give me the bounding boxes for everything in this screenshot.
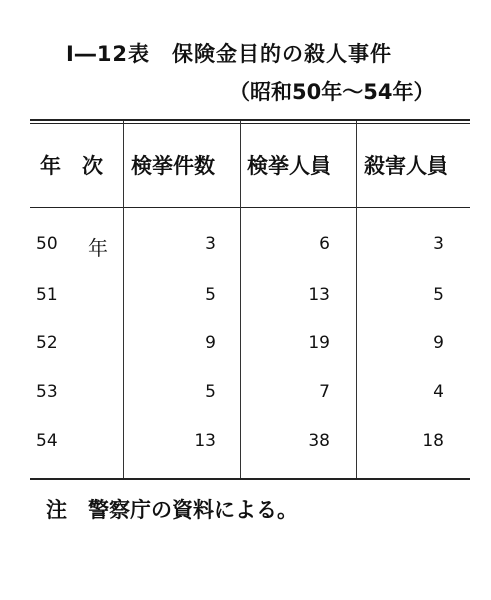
header-killed: 殺害人員 — [364, 154, 448, 178]
year-suffix: 年 — [88, 236, 108, 260]
year-cell: 52 — [36, 333, 58, 353]
arrested-cell: 19 — [308, 333, 330, 353]
bottom-rule — [30, 478, 470, 480]
year-cell: 51 — [36, 285, 58, 305]
cases-cell: 9 — [205, 333, 216, 353]
arrested-cell: 38 — [308, 431, 330, 451]
header-arrested: 検挙人員 — [247, 154, 331, 178]
year-cell: 53 — [36, 382, 58, 402]
table-title: Ⅰ―12表 保険金目的の殺人事件 — [66, 42, 393, 66]
killed-cell: 9 — [433, 333, 444, 353]
cases-cell: 5 — [205, 285, 216, 305]
cases-cell: 5 — [205, 382, 216, 402]
header-rule — [30, 207, 470, 208]
top-rule — [30, 119, 470, 121]
arrested-cell: 13 — [308, 285, 330, 305]
cases-cell: 13 — [194, 431, 216, 451]
header-year: 年 次 — [40, 154, 103, 178]
column-divider-3 — [356, 121, 357, 478]
arrested-cell: 7 — [319, 382, 330, 402]
killed-cell: 4 — [433, 382, 444, 402]
column-divider-2 — [240, 121, 241, 478]
table-subtitle: （昭和50年～54年） — [229, 80, 435, 104]
header-cases: 検挙件数 — [131, 154, 215, 178]
killed-cell: 3 — [433, 234, 444, 254]
arrested-cell: 6 — [319, 234, 330, 254]
year-cell: 50 — [36, 234, 58, 254]
top-rule-inner — [30, 123, 470, 124]
column-divider-1 — [123, 121, 124, 478]
killed-cell: 5 — [433, 285, 444, 305]
killed-cell: 18 — [422, 431, 444, 451]
year-cell: 54 — [36, 431, 58, 451]
source-note: 注 警察庁の資料による。 — [46, 498, 298, 522]
cases-cell: 3 — [205, 234, 216, 254]
